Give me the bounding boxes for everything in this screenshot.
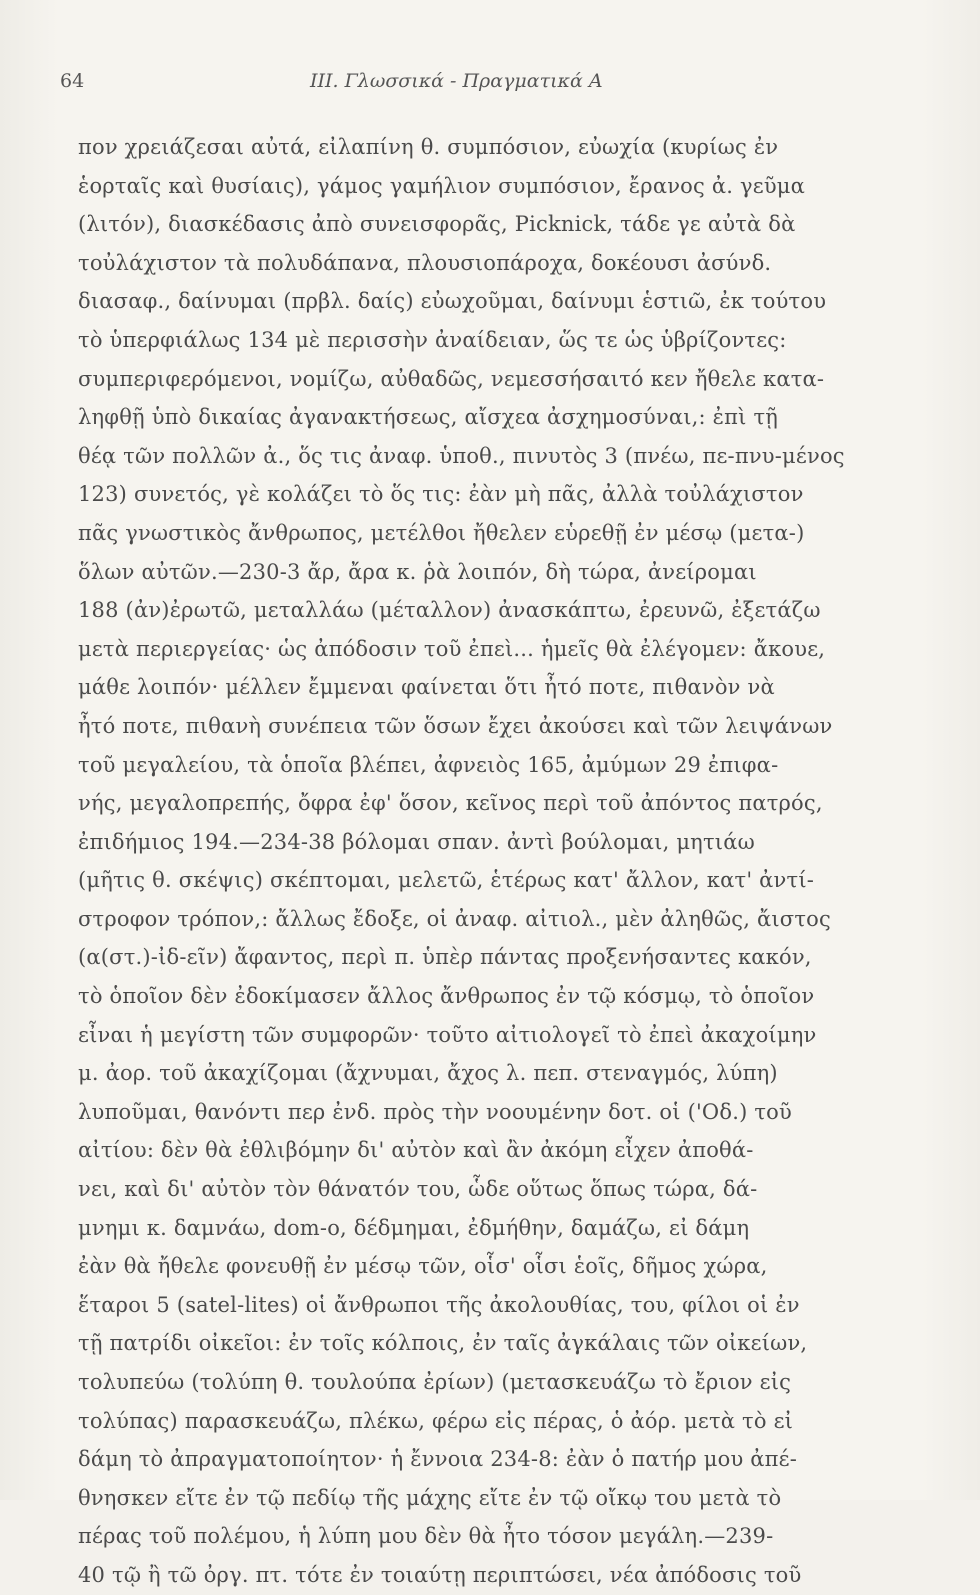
text-line: πον χρειάζεσαι αὐτά, εἰλαπίνη θ. συμπόσιον, εὐωχία (κυρίως ἐν xyxy=(78,135,779,159)
text-line: θέᾳ τῶν πολλῶν ἀ., ὅς τις ἀναφ. ὑποθ., πινυτὸς 3 (πνέω, πε-πνυ-μένος xyxy=(78,443,845,468)
text-line: (λιτόν), διασκέδασις ἀπὸ συνεισφορᾶς, Picknick, τάδε γε αὐτὰ δὰ xyxy=(78,212,796,237)
text-line: ληφθῇ ὑπὸ δικαίας ἀγανακτήσεως, αἴσχεα ἀσχημοσύναι,: ἐπὶ τῇ xyxy=(78,405,779,430)
text-line: μάθε λοιπόν· μέλλεν ἔμμεναι φαίνεται ὅτι ἦτό ποτε, πιθανὸν νὰ xyxy=(78,675,775,700)
text-line: τὸ ὁποῖον δὲν ἐδοκίμασεν ἄλλος ἄνθρωπος ἐν τῷ κόσμῳ, τὸ ὁποῖον xyxy=(78,984,815,1009)
text-line: νής, μεγαλοπρεπής, ὄφρα ἐφ' ὅσον, κεῖνος περὶ τοῦ ἀπόντος πατρός, xyxy=(78,791,823,816)
text-line: πᾶς γνωστικὸς ἄνθρωπος, μετέλθοι ἤθελεν εὑρεθῇ ἐν μέσῳ (μετα-) xyxy=(78,520,805,545)
text-line: πέρας τοῦ πολέμου, ἡ λύπη μου δὲν θὰ ἦτο τόσον μεγάλη.—239- xyxy=(78,1524,774,1549)
text-line: λυποῦμαι, θανόντι περ ἐνδ. πρὸς τὴν νοουμένην δοτ. οἱ ('Οδ.) τοῦ xyxy=(78,1099,792,1124)
text-line: (μῆτις θ. σκέψις) σκέπτομαι, μελετῶ, ἑτέρως κατ' ἄλλον, κατ' ἀντί- xyxy=(78,868,815,893)
text-line: διασαφ., δαίνυμαι (πρβλ. δαίς) εὐωχοῦμαι, δαίνυμι ἑστιῶ, ἐκ τούτου xyxy=(78,289,827,314)
text-line: μ. ἀορ. τοῦ ἀκαχίζομαι (ἄχνυμαι, ἄχος λ. πεπ. στεναγμός, λύπη) xyxy=(78,1061,778,1086)
text-line: συμπεριφερόμενοι, νομίζω, αὐθαδῶς, νεμεσσήσαιτό κεν ἤθελε κατα- xyxy=(78,366,825,391)
text-line: τῇ πατρίδι οἰκεῖοι: ἐν τοῖς κόλποις, ἐν ταῖς ἀγκάλαις τῶν οἰκείων, xyxy=(78,1331,808,1356)
text-line: μνημι κ. δαμνάω, dom-o, δέδμημαι, ἐδμήθην, δαμάζω, εἰ δάμη xyxy=(78,1215,750,1240)
text-line: ἑορταῖς καὶ θυσίαις), γάμος γαμήλιον συμπόσιον, ἔρανος ἀ. γεῦμα xyxy=(78,173,806,198)
text-line: μετὰ περιεργείας· ὡς ἀπόδοσιν τοῦ ἐπεὶ... ἡμεῖς θὰ ἐλέγομεν: ἄκουε, xyxy=(78,636,826,661)
text-line: τοὐλάχιστον τὰ πολυδάπανα, πλουσιοπάροχα, δοκέουσι ἀσύνδ. xyxy=(78,250,772,275)
text-line: τὸ ὑπερφιάλως 134 μὲ περισσὴν ἀναίδειαν, ὥς τε ὡς ὑβρίζοντες: xyxy=(78,327,787,352)
page-header xyxy=(60,70,920,104)
text-line: τολύπας) παρασκευάζω, πλέκω, φέρω εἰς πέρας, ὁ ἀόρ. μετὰ τὸ εἰ xyxy=(78,1408,794,1433)
page-number: 64 xyxy=(60,70,85,92)
text-line: 40 τῷ ἢ τῶ ὀργ. πτ. τότε ἐν τοιαύτῃ περιπτώσει, νέα ἀπόδοσις τοῦ xyxy=(78,1562,802,1587)
text-line: 123) συνετός, γὲ κολάζει τὸ ὅς τις: ἐὰν μὴ πᾶς, ἀλλὰ τοὐλάχιστον xyxy=(78,482,804,507)
text-line: ἐὰν θὰ ἤθελε φονευθῇ ἐν μέσῳ τῶν, οἷσ' οἷσι ἑοῖς, δῆμος χώρα, xyxy=(78,1254,768,1279)
text-line: θνησκεν εἴτε ἐν τῷ πεδίῳ τῆς μάχης εἴτε ἐν τῷ οἴκῳ του μετὰ τὸ xyxy=(78,1485,782,1510)
text-line: δάμη τὸ ἀπραγματοποίητον· ἡ ἔννοια 234-8: ἐὰν ὁ πατήρ μου ἀπέ- xyxy=(78,1447,798,1472)
text-line: (α(στ.)-ἰδ-εῖν) ἄφαντος, περὶ π. ὑπὲρ πάντας προξενήσαντες κακόν, xyxy=(78,945,812,970)
text-line: 188 (ἀν)ἐρωτῶ, μεταλλάω (μέταλλον) ἀνασκάπτω, ἐρευνῶ, ἐξετάζω xyxy=(78,598,821,623)
running-title: III. Γλωσσικά - Πραγματικά Α xyxy=(310,70,603,92)
text-line: αἰτίου: δὲν θὰ ἐθλιβόμην δι' αὐτὸν καὶ ἂν ἀκόμη εἶχεν ἀποθά- xyxy=(78,1138,754,1163)
text-line: νει, καὶ δι' αὐτὸν τὸν θάνατόν του, ὧδε οὕτως ὅπως τώρα, δά- xyxy=(78,1177,758,1202)
body-text xyxy=(78,128,850,1595)
text-line: εἶναι ἡ μεγίστη τῶν συμφορῶν· τοῦτο αἰτιολογεῖ τὸ ἐπεὶ ἀκαχοίμην xyxy=(78,1022,817,1047)
text-line: ἕταροι 5 (satel-lites) οἱ ἄνθρωποι τῆς ἀκολουθίας, του, φίλοι οἱ ἐν xyxy=(78,1292,800,1317)
text-line: τοῦ μεγαλείου, τὰ ὁποῖα βλέπει, ἀφνειὸς 165, ἀμύμων 29 ἐπιφα- xyxy=(78,752,779,777)
text-line: τολυπεύω (τολύπη θ. τουλούπα ἐρίων) (μετασκευάζω τὸ ἔριον εἰς xyxy=(78,1370,792,1394)
text-line: ἐπιδήμιος 194.—234-38 βόλομαι σπαν. ἀντὶ βούλομαι, μητιάω xyxy=(78,829,755,854)
text-line: στροφον τρόπον,: ἄλλως ἔδοξε, οἱ ἀναφ. αἰτιολ., μὲν ἀληθῶς, ἄιστος xyxy=(78,906,831,931)
text-line: ὅλων αὐτῶν.—230-3 ἄρ, ἄρα κ. ῥὰ λοιπόν, δὴ τώρα, ἀνείρομαι xyxy=(78,559,757,584)
text-line: ἦτό ποτε, πιθανὴ συνέπεια τῶν ὅσων ἔχει ἀκούσει καὶ τῶν λειψάνων xyxy=(78,713,833,738)
